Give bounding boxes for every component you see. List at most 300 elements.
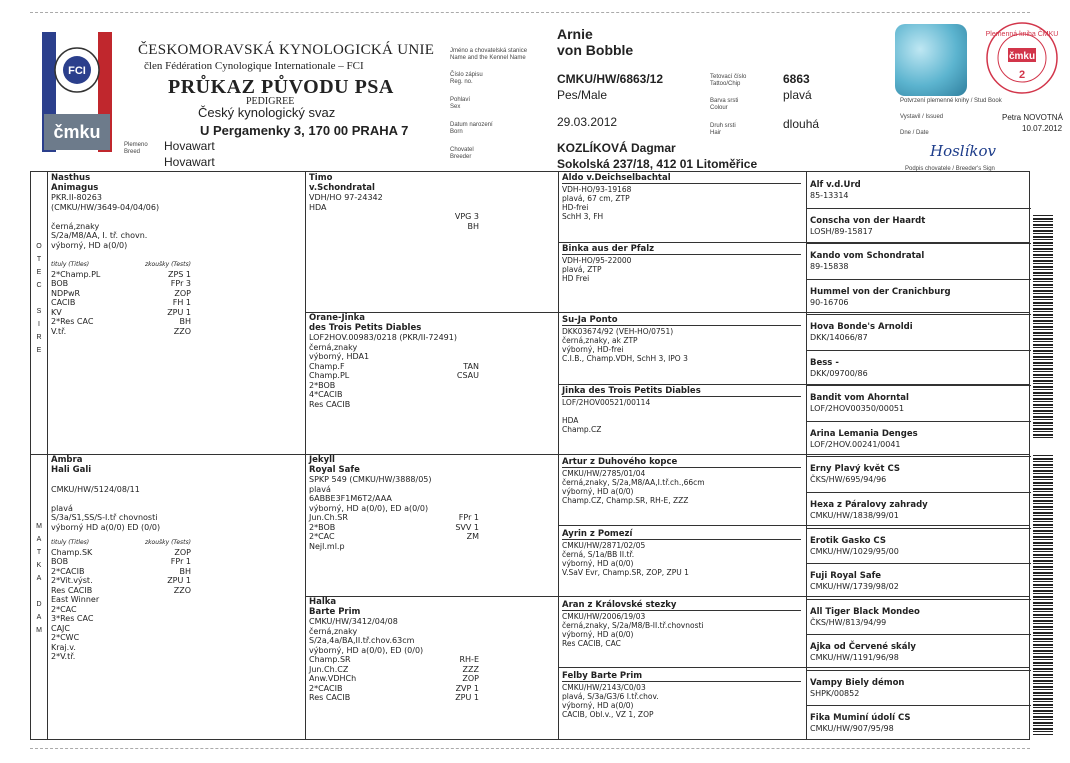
gen2-title: Champ.F xyxy=(309,361,345,371)
gen2-line: HDA xyxy=(309,202,327,212)
dog-name-1: Arnie xyxy=(557,26,593,42)
gen3-line: výborný, HD a(0/0) xyxy=(562,701,634,710)
dam-line: CMKU/HW/5124/08/11 xyxy=(51,484,140,494)
gen3-line: LOF/2HOV00521/00114 xyxy=(562,398,651,407)
reg-label: Číslo zápisu Reg. no. xyxy=(450,72,483,85)
gen2-test: CSAU xyxy=(456,371,479,380)
gen2-line: výborný, HDA1 xyxy=(309,352,370,361)
doc-title: PRŮKAZ PŮVODU PSA xyxy=(168,76,394,98)
gen4-name: Erny Plavý květ CS xyxy=(810,464,900,474)
sire-line: (CMKU/HW/3649-04/04/06) xyxy=(51,202,160,212)
gen4-reg: ČKS/HW/695/94/96 xyxy=(810,474,887,484)
gen3-cell xyxy=(558,172,805,243)
dam-pair xyxy=(51,548,191,558)
gen2-title: Jun.Ch.CZ xyxy=(309,664,349,674)
gen2-name: des Trois Petits Diables xyxy=(309,322,422,333)
gen2-pair xyxy=(309,362,479,372)
sire-test: FPr 3 xyxy=(170,279,191,288)
gen2-line: VDH/HO 97-24342 xyxy=(309,193,383,202)
dam-pair xyxy=(51,605,191,615)
studbook-stamp xyxy=(982,20,1062,96)
sire-side-letter: T xyxy=(36,256,42,263)
dam-test: ZOP xyxy=(174,547,191,557)
gen4-reg: 90-16706 xyxy=(810,297,849,307)
gen2-title: 2*CAC xyxy=(309,532,335,541)
gen4-name: Hexa z Páralovy zahrady xyxy=(810,500,928,510)
sire-test: ZZO xyxy=(173,326,191,336)
dam-test: BH xyxy=(179,566,191,576)
gen4-cell xyxy=(806,350,1030,385)
gen3-line: DKK03674/92 (VEH-HO/0751) xyxy=(562,327,674,336)
dam-side-letter: D xyxy=(36,601,42,608)
gen3-line: Champ.CZ xyxy=(562,425,602,434)
dam-side-letter xyxy=(34,585,44,598)
org-sub: člen Fédération Cynologique Internationale – FCI xyxy=(144,60,364,72)
studbook-label: Potvrzení plemenné knihy / Stud Book xyxy=(900,98,1002,104)
gen4-cell xyxy=(806,634,1030,669)
gen2-test: ZM xyxy=(466,532,479,541)
gen3-line: černá,znaky, S/2a/M8/B-II.tř.chovnosti xyxy=(562,621,704,630)
gen4-cell xyxy=(806,563,1030,598)
sex-value: Pes/Male xyxy=(557,88,608,102)
gen4-cell xyxy=(806,385,1030,420)
dam-title: BOB xyxy=(51,557,69,566)
gen4-reg: CMKU/HW/1739/98/02 xyxy=(810,581,899,591)
gen4-reg: DKK/09700/86 xyxy=(810,368,868,378)
gen3-line: výborný, HD a(0/0) xyxy=(562,487,634,496)
gen3-name: Aran z Královské stezky xyxy=(562,601,801,611)
dam-side-letter: K xyxy=(36,562,42,569)
reg-value: CMKU/HW/6863/12 xyxy=(557,72,664,86)
gen3-name: Felby Barte Prim xyxy=(562,672,801,682)
gen3-line: VDH-HO/95-22000 xyxy=(562,256,632,265)
dam-pair xyxy=(51,567,191,577)
gen3-cell xyxy=(558,599,805,670)
dam-title: Champ.SK xyxy=(51,547,93,557)
gen3-name: Ayrin z Pomezí xyxy=(562,530,801,540)
gen4-cell xyxy=(806,314,1030,349)
gen2-cell xyxy=(305,596,557,741)
gen3-line: HD-frei xyxy=(562,203,589,212)
born-label: Datum narození Born xyxy=(450,122,493,135)
breed-label: Plemeno Breed xyxy=(124,142,148,155)
gen3-line xyxy=(562,407,801,416)
gen3-line: černá,znaky, S/2a,M8/AA,I.tř.ch.,66cm xyxy=(562,478,705,487)
gen2-title: 2*BOB xyxy=(309,522,336,532)
gen4-cell xyxy=(806,599,1030,634)
dam-title: 3*Res CAC xyxy=(51,614,94,623)
dam-line: výborný HD a(0/0) ED (0/0) xyxy=(51,522,161,532)
colour-label: Barva srsti Colour xyxy=(710,98,739,111)
sire-title: NDPwR xyxy=(51,288,81,298)
gen4-reg: LOF/2HOV00350/00051 xyxy=(810,403,905,413)
sire-test: FH 1 xyxy=(172,298,191,307)
gen3-line: CMKU/HW/2785/01/04 xyxy=(562,469,646,478)
gen2-pair xyxy=(309,513,479,523)
gen3-line: plavá, 67 cm, ZTP xyxy=(562,194,630,203)
gen4-reg: LOF/2HOV.00241/0041 xyxy=(810,439,901,449)
sire-pair xyxy=(51,279,191,289)
issue-date: 10.07.2012 xyxy=(1022,124,1063,133)
gen2-title: Res CACIB xyxy=(309,693,351,702)
gen2-test: SVV 1 xyxy=(455,522,479,532)
gen2-pair xyxy=(309,665,479,675)
gen4-name: Vampy Biely démon xyxy=(810,678,905,688)
dam-title: 2*Vit.výst. xyxy=(51,576,93,585)
gen3-line: výborný, HD a(0/0) xyxy=(562,559,634,568)
dam-side-label xyxy=(34,520,44,637)
svg-text:čmku: čmku xyxy=(1008,51,1036,62)
hair-label: Druh srsti Hair xyxy=(710,123,736,136)
gen2-name: Timo xyxy=(309,173,333,183)
gen3-name: Binka aus der Pfalz xyxy=(562,245,801,255)
gen2-line: černá,znaky xyxy=(309,626,358,636)
dam-pair xyxy=(51,614,191,624)
gen3-cell xyxy=(558,385,805,456)
gen3-line: černá,znaky, ak ZTP xyxy=(562,336,638,345)
dam-name-1: Ambra xyxy=(51,455,83,465)
sire-line: černá,znaky xyxy=(51,221,100,231)
gen2-pair xyxy=(309,542,479,552)
sire-name-2: Animagus xyxy=(51,182,99,193)
sire-line xyxy=(51,212,299,222)
top-border xyxy=(30,12,1030,13)
gen1-sire-cell xyxy=(47,172,303,453)
gen4-reg: CMKU/HW/907/95/98 xyxy=(810,723,894,733)
gen2-pair xyxy=(309,381,479,391)
gen3-cell xyxy=(558,243,805,314)
sire-line: výborný, HD a(0/0) xyxy=(51,240,128,250)
gen3-name: Artur z Duhového kopce xyxy=(562,458,801,468)
gen3-line: výborný, HD-frei xyxy=(562,345,624,354)
gen3-cell xyxy=(558,456,805,527)
gen3-cell xyxy=(558,670,805,741)
gen2-title: Jun.Ch.SR xyxy=(309,513,348,522)
gen2-name: Orane-Jinka xyxy=(309,313,366,323)
gen2-test: ZVP 1 xyxy=(455,683,479,693)
bottom-border xyxy=(30,748,1030,749)
sire-name-1: Nasthus xyxy=(51,173,91,183)
gen4-reg: CMKU/HW/1191/96/98 xyxy=(810,652,899,662)
tattoo-label: Tetovací číslo Tattoo/Chip xyxy=(710,74,747,87)
dam-title: CAJC xyxy=(51,623,71,633)
dam-title: 2*CACIB xyxy=(51,566,85,576)
dam-test: FPr 1 xyxy=(170,557,191,566)
gen3-line: V.SaV Evr, Champ.SR, ZOP, ZPU 1 xyxy=(562,568,689,577)
gen2-test: ZPU 1 xyxy=(455,693,479,702)
gen2-line: 6ABBE3F1M6T2/AAA xyxy=(309,494,392,503)
dam-line: plavá xyxy=(51,503,73,513)
gen2-name: Royal Safe xyxy=(309,464,360,475)
gen2-cell xyxy=(305,172,557,312)
gen4-cell xyxy=(806,243,1030,278)
svg-text:2: 2 xyxy=(1018,69,1026,81)
sire-side-letter: C xyxy=(36,282,42,289)
gen4-name: Ajka od Červené skály xyxy=(810,642,916,652)
dam-side-letter: A xyxy=(36,614,42,621)
gen4-name: All Tiger Black Mondeo xyxy=(810,607,920,617)
gen4-cell xyxy=(806,279,1030,314)
sire-pair xyxy=(51,327,191,337)
pedigree-word: PEDIGREE xyxy=(246,96,295,107)
club-name: Český kynologický svaz xyxy=(198,105,336,120)
gen4-cell xyxy=(806,528,1030,563)
sire-line: S/2a/M8/AA, I. tř. chovn. xyxy=(51,231,148,240)
gen4-name: Erotik Gasko CS xyxy=(810,536,886,546)
breeder-name: KOZLÍKOVÁ Dagmar xyxy=(557,141,676,155)
gen2-line: LOF2HOV.00983/0218 (PKR/II-72491) xyxy=(309,333,457,342)
dam-title: 2*V.tř. xyxy=(51,652,76,661)
breeder-signature: Hoslíkov xyxy=(930,142,996,160)
gen3-line: HD Frei xyxy=(562,274,590,283)
gen1-dam-cell xyxy=(47,454,303,739)
gen2-test: TAN xyxy=(463,361,479,371)
gen2-line: plavá xyxy=(309,484,331,494)
gen2-pair xyxy=(309,212,479,222)
sire-side-letter: E xyxy=(36,347,42,354)
gen2-cell xyxy=(305,312,557,454)
gen3-line: VDH-HO/93-19168 xyxy=(562,185,632,194)
gen3-cell xyxy=(558,528,805,599)
sire-side-label xyxy=(34,240,44,357)
gen2-name: v.Schondratal xyxy=(309,182,375,193)
gen3-line: CACIB, Obl.v., VZ 1, ZOP xyxy=(562,710,654,719)
barcode-bottom xyxy=(1033,455,1053,735)
gen2-pair xyxy=(309,532,479,542)
gen3-line: plavá, ZTP xyxy=(562,265,602,274)
gen3-name: Jinka des Trois Petits Diables xyxy=(562,387,801,397)
dam-name-2: Hali Gali xyxy=(51,464,92,475)
gen3-line: výborný, HD a(0/0) xyxy=(562,630,634,639)
dam-side-letter: T xyxy=(36,549,42,556)
sire-pair xyxy=(51,308,191,318)
sire-test: ZPU 1 xyxy=(167,307,191,317)
gen4-cell xyxy=(806,492,1030,527)
sire-pair xyxy=(51,298,191,308)
colour-value: plavá xyxy=(783,88,812,102)
dam-title: 2*CAC xyxy=(51,604,77,614)
sire-title: KV xyxy=(51,307,62,317)
dam-pair xyxy=(51,586,191,596)
sire-side-letter: O xyxy=(36,243,42,250)
dam-tests-label: zkoušky (Tests) xyxy=(144,539,191,546)
sire-tests-label: zkoušky (Tests) xyxy=(144,261,191,268)
gen4-cell xyxy=(806,705,1030,740)
sire-side-letter: E xyxy=(36,269,42,276)
gen4-reg: DKK/14066/87 xyxy=(810,332,868,342)
breed-value-1: Hovawart xyxy=(164,139,215,153)
dam-pair xyxy=(51,633,191,643)
gen2-name: Barte Prim xyxy=(309,606,361,617)
dam-title: Res CACIB xyxy=(51,585,93,595)
gen3-line: CMKU/HW/2143/C0/03 xyxy=(562,683,646,692)
dam-pair xyxy=(51,643,191,653)
gen2-test: ZOP xyxy=(462,674,479,683)
gen2-title: Res CACIB xyxy=(309,399,351,409)
gen2-title: 2*BOB xyxy=(309,380,336,390)
dam-test: ZPU 1 xyxy=(167,576,191,585)
sire-test: ZOP xyxy=(174,288,191,298)
org-name: ČESKOMORAVSKÁ KYNOLOGICKÁ UNIE xyxy=(138,42,435,58)
gen4-name: Bandit vom Ahorntal xyxy=(810,393,909,403)
dam-title: 2*CWC xyxy=(51,633,80,642)
dam-side-letter: A xyxy=(36,536,42,543)
gen2-pair xyxy=(309,400,479,410)
sire-title: 2*Res CAC xyxy=(51,317,94,326)
fci-logo xyxy=(42,32,112,152)
dam-title: Kraj.v. xyxy=(51,642,76,652)
dam-pair xyxy=(51,652,191,662)
gen4-name: Arina Lemania Denges xyxy=(810,429,918,439)
gen4-reg: 85-13314 xyxy=(810,190,849,200)
date-label: Dne / Date xyxy=(900,130,929,136)
gen4-name: Alf v.d.Urd xyxy=(810,180,861,190)
gen2-test: RH-E xyxy=(459,655,479,664)
gen4-cell xyxy=(806,421,1030,456)
gen3-line: Champ.CZ, Champ.SR, RH-E, ZZZ xyxy=(562,496,689,505)
gen2-pair xyxy=(309,222,479,232)
dam-line xyxy=(51,475,299,485)
tattoo-value: 6863 xyxy=(783,72,810,86)
gen2-title: 2*CACIB xyxy=(309,683,343,693)
gen4-cell xyxy=(806,172,1030,207)
gen2-pair xyxy=(309,674,479,684)
sire-titles-label: tituly (Titles) xyxy=(51,261,90,268)
sire-side-letter: I xyxy=(38,321,40,328)
fci-logo-text: FCI xyxy=(68,65,86,77)
gen2-line: výborný, HD a(0/0), ED (0/0) xyxy=(309,645,424,655)
sire-side-letter: R xyxy=(36,334,42,341)
gen2-test: BH xyxy=(467,221,479,231)
address: U Pergamenky 3, 170 00 PRAHA 7 xyxy=(200,123,409,138)
gen2-test: VPG 3 xyxy=(454,212,479,221)
gen2-title: Anw.VDHCh xyxy=(309,674,357,683)
gen4-cell xyxy=(806,456,1030,491)
dam-title: East Winner xyxy=(51,595,100,604)
sire-pair xyxy=(51,289,191,299)
hair-value: dlouhá xyxy=(783,117,820,131)
gen2-line: výborný, HD a(0/0), ED a(0/0) xyxy=(309,503,429,513)
gen3-line: plavá, S/3a/G3/6 I.tř.chov. xyxy=(562,692,659,701)
gen3-name: Aldo v.Deichselbachtal xyxy=(562,174,801,184)
gen2-title: Nejl.ml.p xyxy=(309,541,345,551)
gen4-name: Fuji Royal Safe xyxy=(810,571,882,581)
dam-pair xyxy=(51,557,191,567)
dam-pair xyxy=(51,576,191,586)
gen4-name: Kando vom Schondratal xyxy=(810,251,925,261)
sire-title: BOB xyxy=(51,279,69,288)
cmku-logo-text: čmku xyxy=(53,122,101,142)
gen3-line: Res CACIB, CAC xyxy=(562,639,621,648)
breed-value-2: Hovawart xyxy=(164,155,215,169)
gen4-cell xyxy=(806,208,1030,243)
dam-pair xyxy=(51,595,191,605)
dam-side-letter: M xyxy=(36,523,42,530)
gen2-line: černá,znaky xyxy=(309,342,358,352)
gen4-cell xyxy=(806,670,1030,705)
gen2-cell xyxy=(305,454,557,596)
gen3-cell xyxy=(558,314,805,385)
breeder-address: Sokolská 237/18, 412 01 Litoměřice xyxy=(557,157,758,171)
gen4-name: Hova Bonde's Arnoldi xyxy=(810,322,913,332)
born-value: 29.03.2012 xyxy=(557,115,618,129)
dog-name-2: von Bobble xyxy=(557,42,634,58)
gen4-reg: SHPK/00852 xyxy=(810,688,860,698)
gen2-line: S/2a,4a/BA,II.tř.chov.63cm xyxy=(309,636,415,645)
gen3-line: SchH 3, FH xyxy=(562,212,604,221)
sire-side-letter xyxy=(34,292,44,305)
gen4-reg: CMKU/HW/1029/95/00 xyxy=(810,546,899,556)
gen2-name: Halka xyxy=(309,597,337,607)
gen2-line: CMKU/HW/3412/04/08 xyxy=(309,617,398,626)
barcode-top xyxy=(1033,215,1053,440)
gen2-test: ZZZ xyxy=(462,664,479,674)
gen2-title: 4*CACIB xyxy=(309,390,343,399)
gen2-title: Champ.SR xyxy=(309,655,351,664)
dam-side-letter: M xyxy=(36,627,42,634)
sire-pair xyxy=(51,270,191,280)
gen3-line: HDA xyxy=(562,416,579,425)
issued-by: Petra NOVOTNÁ xyxy=(1002,113,1063,122)
gen2-title: Champ.PL xyxy=(309,371,350,380)
sire-title: V.tř. xyxy=(51,326,67,336)
name-label: Jméno a chovatelská stanice Name and the Kennel Name xyxy=(450,48,528,61)
hologram xyxy=(895,24,967,96)
dam-line xyxy=(51,494,299,504)
sire-test: ZPS 1 xyxy=(167,269,191,279)
dam-side-letter: A xyxy=(36,575,42,582)
sire-pair xyxy=(51,317,191,327)
gen4-name: Hummel von der Cranichburg xyxy=(810,287,951,297)
gen2-pair xyxy=(309,655,479,665)
gen2-pair xyxy=(309,390,479,400)
dam-pair xyxy=(51,624,191,634)
gen2-pair xyxy=(309,371,479,381)
gen3-name: Su-Ja Ponto xyxy=(562,316,801,326)
breeder-label: Chovatel Breeder xyxy=(450,147,474,160)
gen2-pair xyxy=(309,693,479,703)
issued-label: Vystavil / Issued xyxy=(900,114,944,120)
gen3-line: černá, S/1a/BB II.tř. xyxy=(562,550,635,559)
gen4-name: Fika Muminí údolí CS xyxy=(810,713,911,723)
dam-line: S/3a/S1,SS/S-I.tř chovnosti xyxy=(51,513,158,522)
sire-title: 2*Champ.PL xyxy=(51,269,101,279)
gen4-reg: CMKU/HW/1838/99/01 xyxy=(810,510,899,520)
sire-title: CACIB xyxy=(51,298,76,307)
gen3-line: CMKU/HW/2871/02/05 xyxy=(562,541,646,550)
gen2-test: FPr 1 xyxy=(458,513,479,522)
sire-test: BH xyxy=(179,317,191,326)
sex-label: Pohlaví Sex xyxy=(450,97,471,110)
sire-line: PKR.II-80263 xyxy=(51,193,102,202)
gen2-line: SPKP 549 (CMKU/HW/3888/05) xyxy=(309,475,432,484)
gen3-line: C.I.B., Champ.VDH, SchH 3, IPO 3 xyxy=(562,354,688,363)
gen2-pair xyxy=(309,684,479,694)
gen4-reg: ČKS/HW/813/94/99 xyxy=(810,617,887,627)
dam-test: ZZO xyxy=(173,585,191,595)
gen4-reg: LOSH/89-15817 xyxy=(810,226,873,236)
dam-titles-label: tituly (Titles) xyxy=(51,539,90,546)
sign-label: Podpis chovatele / Breeder's Sign xyxy=(905,166,995,172)
gen3-line: CMKU/HW/2006/19/03 xyxy=(562,612,646,621)
gen2-pair xyxy=(309,523,479,533)
gen4-reg: 89-15838 xyxy=(810,261,849,271)
gen4-name: Conscha von der Haardt xyxy=(810,216,926,226)
sire-side-letter: S xyxy=(36,308,42,315)
svg-text:Plemenná kniha ČMKU: Plemenná kniha ČMKU xyxy=(985,31,1059,38)
gen4-name: Bess - xyxy=(810,358,839,368)
gen2-name: Jekyll xyxy=(309,455,335,465)
